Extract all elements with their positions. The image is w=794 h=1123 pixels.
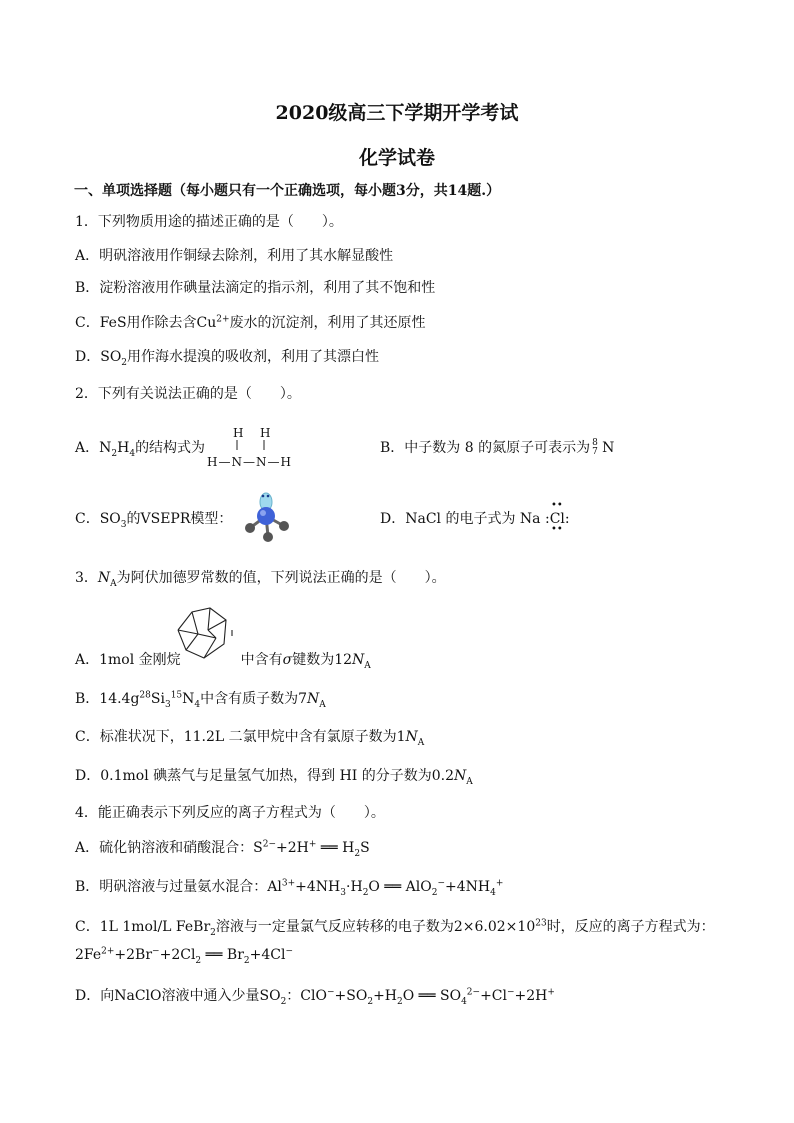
q3-b-na-sub: A <box>319 699 326 710</box>
q4-d-eq5: +Cl <box>480 988 507 1004</box>
q4-c-sup-fe: 2+ <box>101 946 115 957</box>
q1-c-cu: Cu <box>196 315 217 331</box>
q3-d-na: N <box>454 768 467 784</box>
q4-c-eq4: ══ Br <box>205 947 244 963</box>
q3-c-na: N <box>405 729 418 745</box>
struct-h-top-2: H <box>260 426 271 440</box>
q2-a-post: 的结构式为 <box>135 440 206 456</box>
electron-colon-left: : <box>544 511 550 527</box>
q2-a-mid: H <box>117 440 130 456</box>
struct-main-row: H—N—N—H <box>207 455 292 469</box>
q4-d-sub: 2 <box>280 996 287 1007</box>
q3-option-b <box>75 690 326 708</box>
q4-a-sup1: 2− <box>262 839 276 850</box>
q2-c-sub: 3 <box>120 519 127 530</box>
q4-d-eq4: O ══ SO <box>402 988 462 1004</box>
nuclide-z: 7 <box>592 447 598 457</box>
q3-b-n: N <box>182 691 195 707</box>
q4-c-eq5: +4Cl <box>249 947 286 963</box>
q4-c-eq2: +2Br <box>114 947 153 963</box>
q3-b-sup2: 15 <box>170 690 183 701</box>
q4-c-sup-br: − <box>152 946 160 957</box>
q3-c-text: C．标准状况下，11.2L 二氯甲烷中含有氯原子数为1 <box>75 729 406 745</box>
q3-num: 3． <box>75 570 98 586</box>
q4-b-sub2: 3 <box>340 887 347 898</box>
q2-a-pre: A．N <box>75 440 112 456</box>
q4-option-c-line1 <box>75 918 715 936</box>
q3-b-post: 中含有质子数为7 <box>200 691 308 707</box>
q4-c-eq3: +2Cl <box>159 947 196 963</box>
electron-dots-top: •• <box>551 500 563 511</box>
electron-na: Na <box>519 511 541 527</box>
q4-d-eq2: +SO <box>334 988 368 1004</box>
exam-subtitle: 化学试卷 <box>358 147 435 169</box>
q3-a-pre: A．1mol 金刚烷 <box>75 652 181 668</box>
q2-b-text: B．中子数为 8 的氮原子可表示为 <box>380 440 591 456</box>
q1-c-post: 废水的沉淀剂，利用了其还原性 <box>229 315 426 331</box>
q4-a-sub3: 2 <box>354 848 361 859</box>
q4-c-sup-cl: − <box>285 946 294 957</box>
q4-b-eq3: ·H <box>346 879 363 895</box>
q4-b-sub5: 4 <box>490 887 496 898</box>
q4-a-eq1: S <box>253 840 263 856</box>
q4-a-eq4: S <box>360 840 370 856</box>
q3-b-si: Si <box>150 691 165 707</box>
q3-na: N <box>97 570 111 586</box>
q4-b-sub4: 2 <box>431 887 438 898</box>
q2-option-d <box>380 510 570 528</box>
q1-option-b: B．淀粉溶液用作碘量法滴定的指示剂，利用了其不饱和性 <box>75 280 436 296</box>
q4-b-eq1: Al <box>267 879 282 895</box>
q4-option-a <box>75 839 370 857</box>
q3-na-sub: A <box>110 578 117 589</box>
q1-c-pre: C．FeS用作除去含 <box>75 315 197 331</box>
q4-a-pre: A．硫化钠溶液和硝酸混合： <box>75 840 254 856</box>
q4-a-sup2: + <box>308 839 317 850</box>
q3-a-na-sub: A <box>364 660 371 671</box>
q3-a-sigma: σ <box>282 652 293 668</box>
q4-a-eq2: +2H <box>276 840 309 856</box>
q2-a-sub1: 2 <box>111 448 118 459</box>
q4-option-b <box>75 878 503 896</box>
q3-b-sub2: 4 <box>194 699 201 710</box>
electron-dots-bottom: •• <box>551 524 563 535</box>
q3-option-a <box>75 651 371 669</box>
q3-b-pre: B．14.4g <box>75 691 140 707</box>
q1-option-a: A．明矾溶液用作铜绿去除剂，利用了其水解显酸性 <box>75 248 394 264</box>
q4-b-eq4: O ══ AlO <box>368 879 432 895</box>
q4-d-eq1: ：ClO <box>286 988 327 1004</box>
q3-option-d <box>75 767 473 785</box>
q4-b-sup1: 3+ <box>281 878 296 889</box>
nuclide-notation <box>590 439 602 457</box>
q4-a-eq3: ══ H <box>320 840 355 856</box>
q1-option-c <box>75 314 426 332</box>
q4-stem: 4．能正确表示下列反应的离子方程式为（ ）。 <box>75 805 385 821</box>
q1-d-sub: 2 <box>121 357 128 368</box>
electron-cl: Cl <box>549 511 565 527</box>
q4-d-sup1: − <box>326 987 335 998</box>
struct-h-top-1: H <box>233 426 244 440</box>
q2-a-sub2: 4 <box>129 448 136 459</box>
q3-d-text: D．0.1mol 碘蒸气与足量氢气加热，得到 HI 的分子数为0.2 <box>75 768 455 784</box>
q4-c-sup1: 23 <box>535 918 547 929</box>
q2-option-c <box>75 510 232 528</box>
q3-d-na-sub: A <box>466 776 473 787</box>
exam-title: 2020级高三下学期开学考试 <box>275 102 519 124</box>
q4-c-l1c: 时，反应的离子方程式为： <box>546 919 715 935</box>
nuclide-mass: 8 <box>592 438 598 448</box>
q3-option-c <box>75 728 424 746</box>
q1-c-cu-charge: 2+ <box>216 314 230 325</box>
q2-c-post: 的VSEPR模型： <box>126 511 233 527</box>
q4-c-l1b: 溶液与一定量氯气反应转移的电子数为2×6.02×10 <box>215 919 536 935</box>
q4-option-d <box>75 987 555 1005</box>
nuclide-symbol: N <box>602 440 615 456</box>
q3-c-na-sub: A <box>417 737 425 748</box>
q3-stem-text: 为阿伏加德罗常数的值，下列说法正确的是（ ）。 <box>116 570 446 586</box>
q4-c-sub-br: 2 <box>243 955 250 966</box>
q1-d-post: 用作海水提溴的吸收剂，利用了其漂白性 <box>127 349 380 365</box>
q4-b-sub3: 2 <box>362 887 369 898</box>
q3-a-na: N <box>352 652 365 668</box>
q4-b-pre: B．明矾溶液与过量氨水混合： <box>75 879 268 895</box>
q4-d-pre: D．向NaClO溶液中通入少量SO <box>75 988 281 1004</box>
q1-d-pre: D．SO <box>75 349 122 365</box>
q4-c-sub1: 2 <box>210 927 216 938</box>
q2-option-a <box>75 439 205 457</box>
q3-stem <box>75 569 446 587</box>
q1-stem: 1．下列物质用途的描述正确的是（ ）。 <box>75 214 343 230</box>
q2-c-pre: C．SO <box>75 511 121 527</box>
q4-d-sup6: + <box>547 987 555 998</box>
q3-b-sup1: 28 <box>139 690 151 701</box>
q1-option-d <box>75 348 379 366</box>
q4-c-sub-cl: 2 <box>195 955 202 966</box>
q4-c-l1: C．1L 1mol/L FeBr <box>75 919 211 935</box>
electron-colon-right: : <box>564 511 570 527</box>
q4-b-eq2: +4NH <box>295 879 341 895</box>
q3-a-post2: 键数为12 <box>292 652 353 668</box>
q3-b-sub1: 3 <box>164 699 171 710</box>
struct-bonds-vertical <box>233 440 273 452</box>
q4-d-sub4: 4 <box>461 996 467 1007</box>
q4-d-sup4: 2− <box>466 987 481 998</box>
q3-b-na: N <box>307 691 320 707</box>
vsepr-model-image <box>238 490 308 546</box>
section-heading: 一、单项选择题（每小题只有一个正确选项，每小题3分，共14题.） <box>74 183 501 199</box>
q2-option-b <box>380 439 614 457</box>
q4-b-sup5: + <box>495 878 504 889</box>
q4-option-c-line2 <box>75 946 293 964</box>
q4-d-eq6: +2H <box>514 988 548 1004</box>
q2-stem: 2．下列有关说法正确的是（ ）。 <box>75 386 301 402</box>
q4-d-eq3: +H <box>373 988 398 1004</box>
q3-a-post: 中含有 <box>240 652 283 668</box>
q4-c-eq1: 2Fe <box>75 947 102 963</box>
q4-b-eq5: +4NH <box>445 879 491 895</box>
q4-d-sub3: 2 <box>397 996 403 1007</box>
q4-b-sup4: − <box>437 878 446 889</box>
q4-d-sup5: − <box>507 987 515 998</box>
q4-d-sub2: 2 <box>367 996 374 1007</box>
q2-d-text: D．NaCl 的电子式为 <box>380 511 516 527</box>
